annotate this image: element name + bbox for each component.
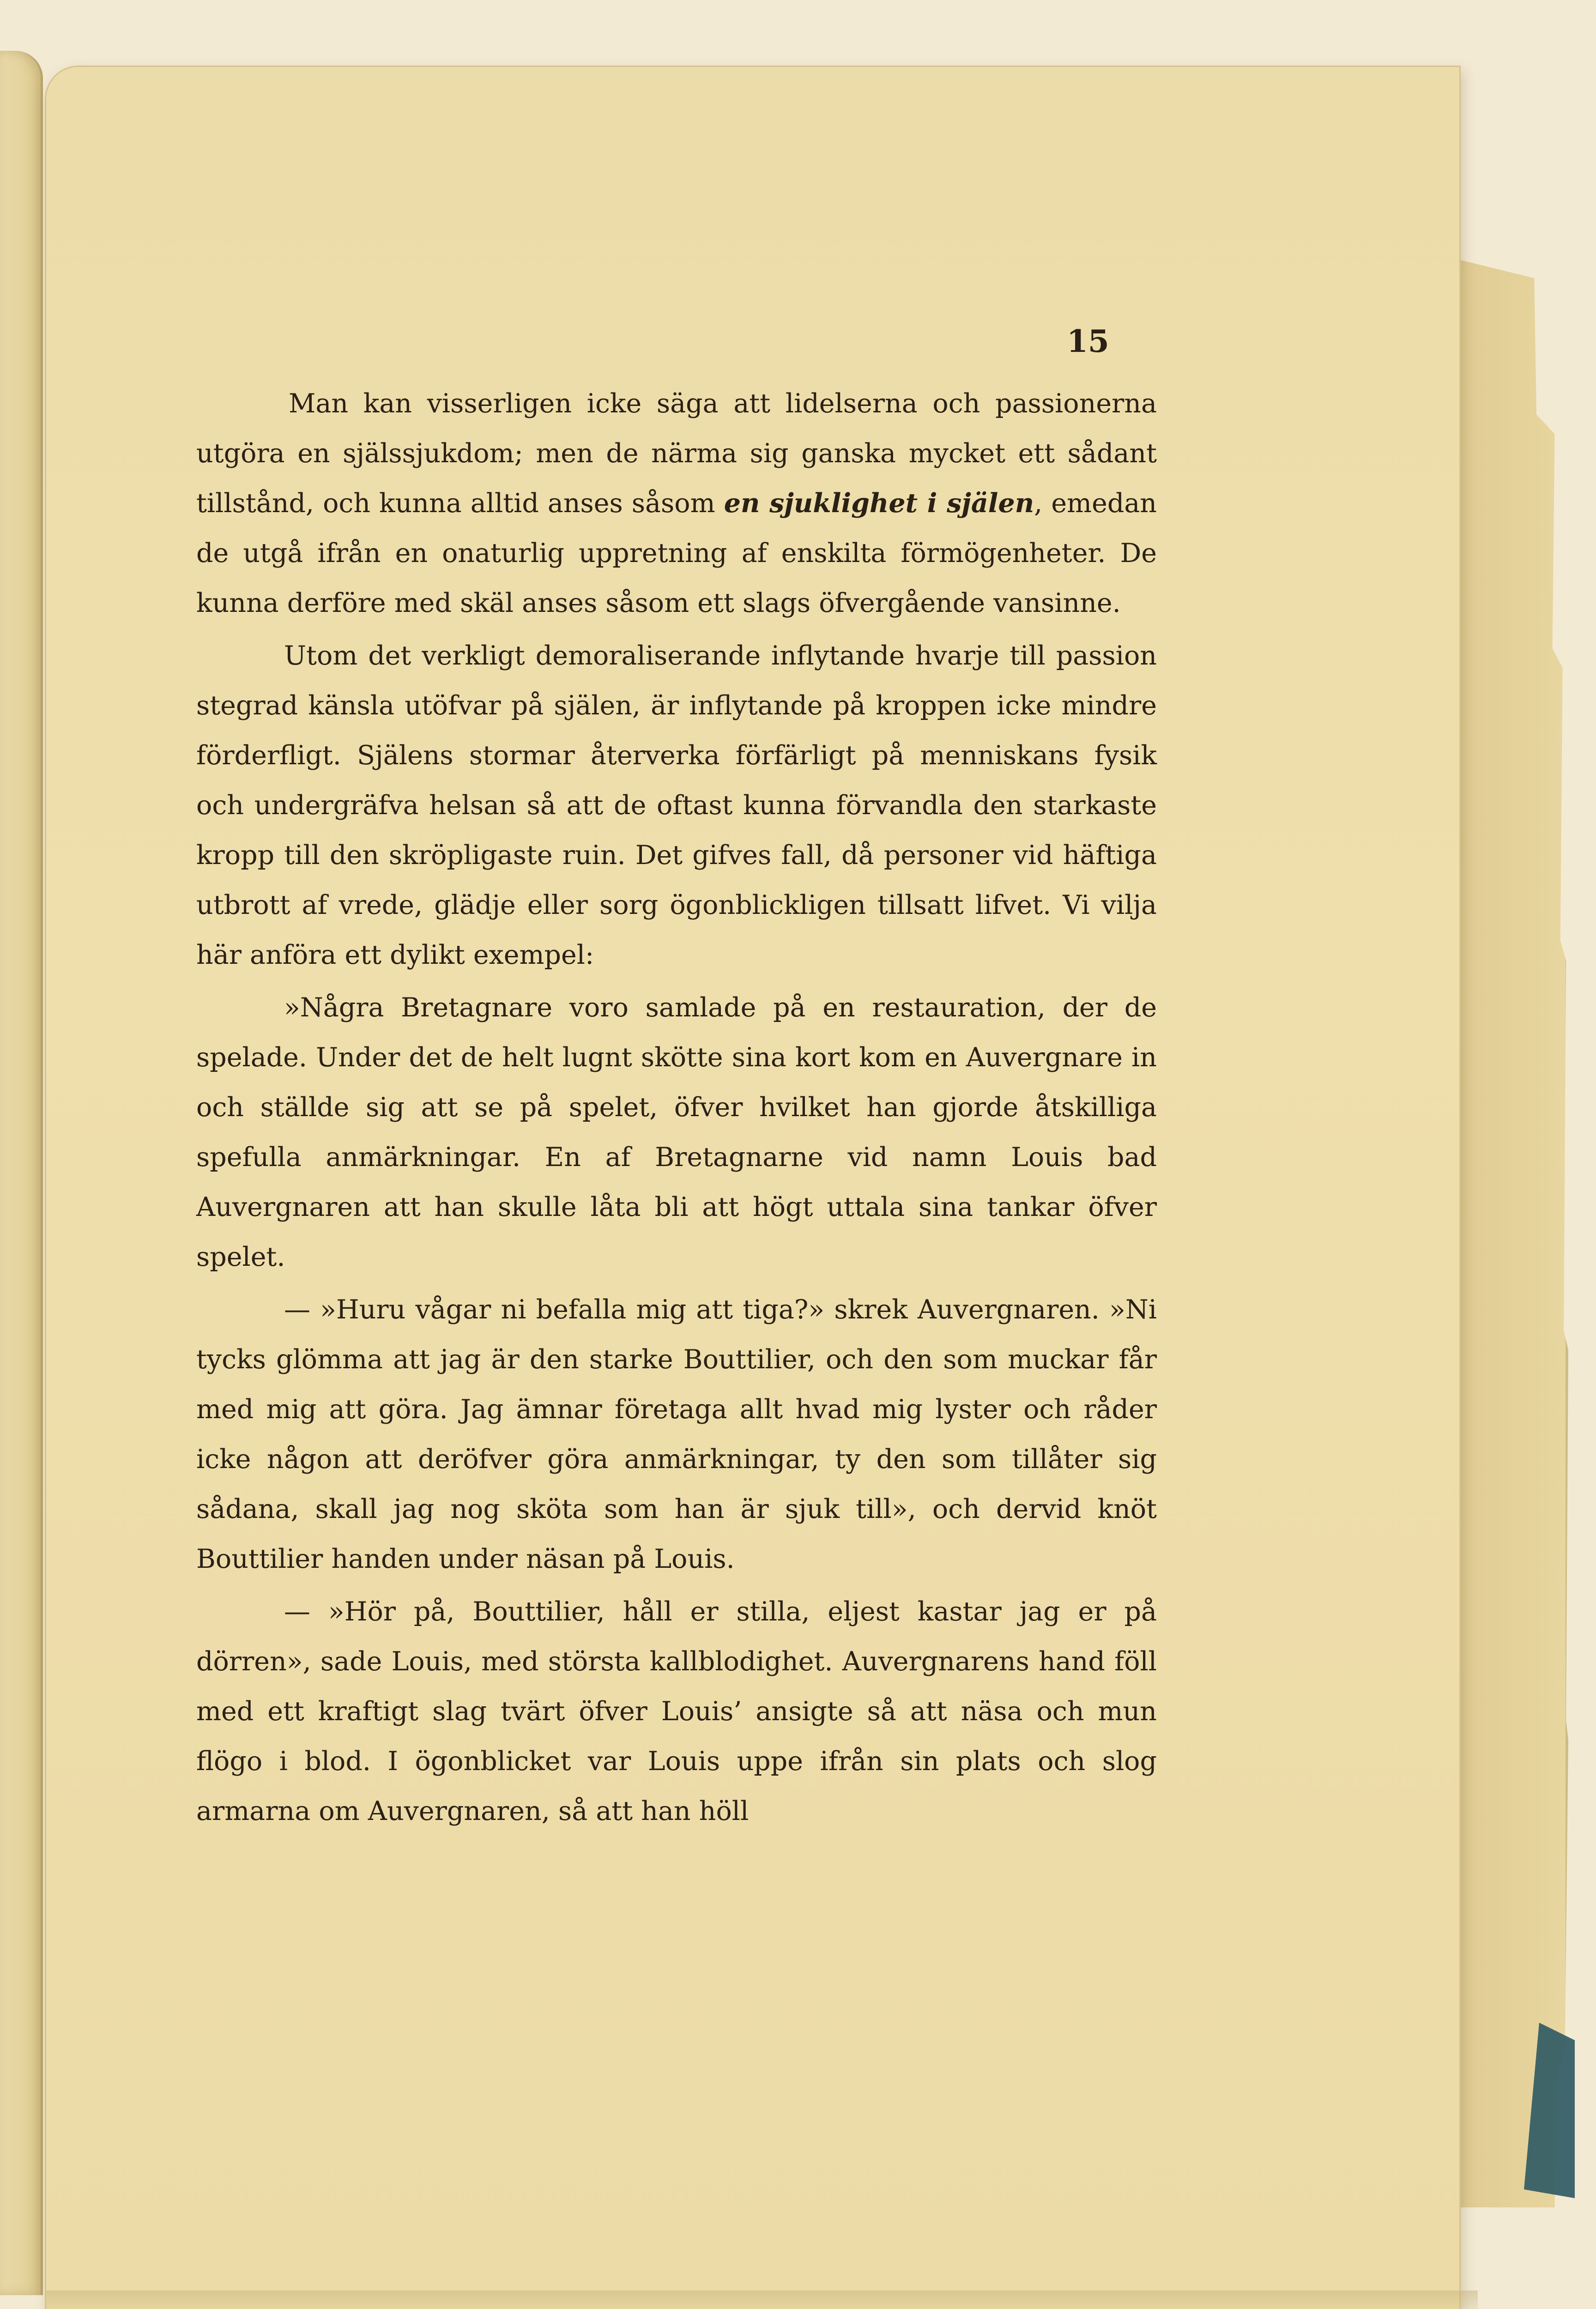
paragraph-2 [196, 631, 1157, 980]
paragraph-1 [196, 379, 1157, 628]
run: Utom det verkligt demoraliserande inflytande hvarje till passion stegrad känsla utöfvar på själen, är inflytande på kroppen icke mindre förderfligt. Själens stormar återverka förfärligt på menniskans fysik och undergräfva helsan så att de oftast kunna förvandla den starkaste kropp till den skröpligaste ruin. Det gifves fall, då personer vid häftiga utbrott af vrede, glädje eller sorg ögonblickligen tillsatt lifvet. Vi vilja här anföra ett dylikt exempel: [196, 641, 1157, 970]
ragged-page-edge [1455, 259, 1568, 2207]
emphasis-run: en sjuklighet i själen [724, 488, 1034, 519]
run: »Några Bretagnare voro samlade på en restauration, der de spelade. Under det de helt lugnt skötte sina kort kom en Auvergnare in och ställde sig att se på spelet, öfver hvilket han gjorde åtskilliga spefulla anmärkningar. En af Bretagnarne vid namn Louis bad Auvergnaren att han skulle låta bli att högt uttala sina tankar öfver spelet. [196, 992, 1157, 1272]
paragraph-5 [196, 1587, 1157, 1836]
run: — »Hör på, Bouttilier, håll er stilla, eljest kastar jag er på dörren», sade Louis, med största kallblodighet. Auvergnarens hand föll med ett kraftigt slag tvärt öfver Louis’ ansigte så att näsa och mun flögo i blod. I ögonblicket var Louis uppe ifrån sin plats och slog armarna om Auvergnaren, så att han höll [196, 1596, 1157, 1826]
run: Man kan visserligen icke säga att lidelserna och passionerna utgöra en själssjukdom; men de närma sig ganska mycket ett sådant tillstånd, och kunna alltid anses såsom [196, 388, 1157, 519]
run: , emedan de utgå ifrån en onaturlig uppretning af enskilta förmögenheter. De kunna derföre med skäl anses såsom ett slags öfvergående vansinne. [196, 488, 1157, 618]
body-text [196, 379, 1157, 1836]
adjacent-page-edge [0, 51, 43, 2295]
paragraph-4 [196, 1285, 1157, 1584]
paragraph-3 [196, 983, 1157, 1282]
page-number: 15 [1067, 323, 1109, 359]
run: — »Huru vågar ni befalla mig att tiga?» skrek Auvergnaren. »Ni tycks glömma att jag är den starke Bouttilier, och den som muckar får med mig att göra. Jag ämnar företaga allt hvad mig lyster och råder icke någon att deröfver göra anmärkningar, ty den som tillåter sig sådana, skall jag nog sköta som han är sjuk till», och dervid knöt Bouttilier handen under näsan på Louis. [196, 1294, 1157, 1574]
page-bottom-shadow [46, 2291, 1478, 2309]
